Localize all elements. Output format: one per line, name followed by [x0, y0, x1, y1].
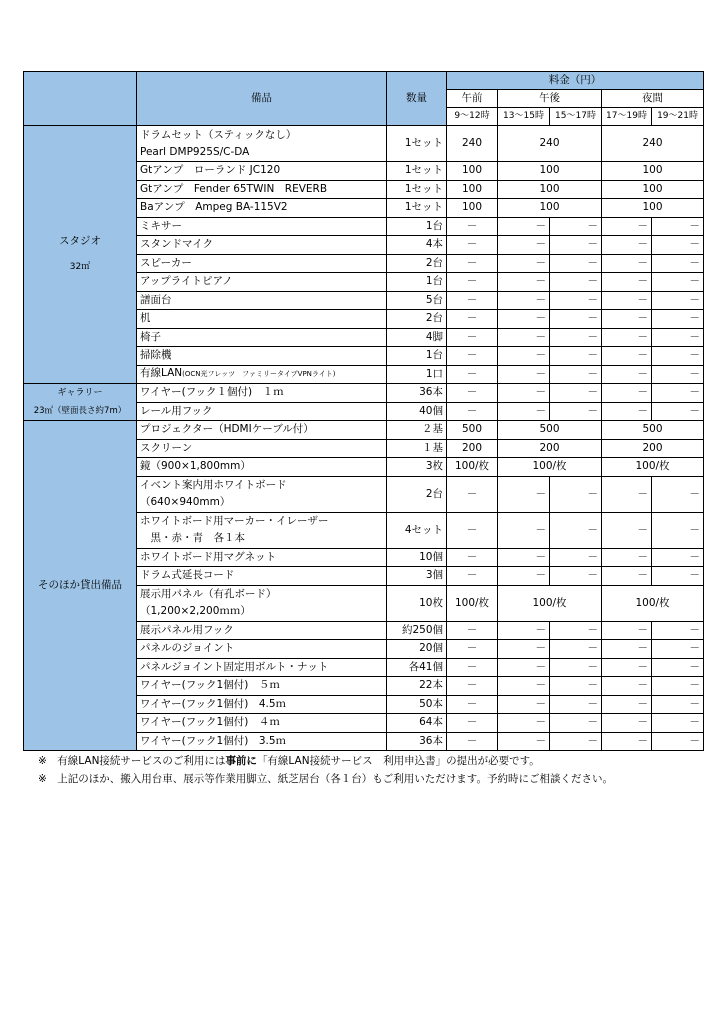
- header-fee: 料金（円）: [447, 72, 704, 90]
- item-name-text: Gtアンプ Fender 65TWIN REVERB: [140, 182, 328, 195]
- note-other-items: ※ 上記のほか、搬入用台車、展示等作業用脚立、紙芝居台（各１台）もご利用いただけます。予約時にご相談ください。: [38, 773, 613, 785]
- fee-morning-dash: －: [447, 384, 498, 403]
- fee-night-2-dash: －: [652, 273, 704, 292]
- item-quantity: 10枚: [387, 585, 447, 621]
- item-name: [137, 328, 387, 347]
- fee-night-2-dash: －: [652, 621, 704, 640]
- fee-morning: 100: [447, 180, 498, 199]
- item-name-text: ミキサー: [140, 219, 182, 232]
- fee-morning-dash: －: [447, 402, 498, 421]
- item-name: [137, 512, 387, 548]
- fee-afternoon: 100: [498, 180, 602, 199]
- item-quantity: 3枚: [387, 458, 447, 477]
- note-lan-bold: 事前に: [225, 755, 257, 767]
- fee-afternoon-1-dash: －: [498, 328, 550, 347]
- table-header: [24, 72, 704, 126]
- fee-afternoon-2-dash: －: [550, 640, 602, 659]
- fee-afternoon-2-dash: －: [550, 347, 602, 366]
- fee-afternoon-1-dash: －: [498, 347, 550, 366]
- fee-morning-dash: －: [447, 476, 498, 512]
- item-quantity: 各41個: [387, 658, 447, 677]
- item-name: [137, 162, 387, 181]
- item-name-text: 椅子: [140, 330, 161, 343]
- fee-morning-dash: －: [447, 254, 498, 273]
- item-quantity: 1台: [387, 217, 447, 236]
- fee-afternoon-2-dash: －: [550, 310, 602, 329]
- fee-night-2-dash: －: [652, 310, 704, 329]
- fee-night-1-dash: －: [602, 658, 652, 677]
- fee-afternoon-2-dash: －: [550, 254, 602, 273]
- item-quantity: 1セット: [387, 126, 447, 162]
- table-body: [24, 126, 704, 751]
- item-name: [137, 254, 387, 273]
- item-name-line-1: ホワイトボード用マーカー・イレーザー: [140, 515, 329, 527]
- fee-afternoon: 100/枚: [498, 585, 602, 621]
- header-item: 備品: [137, 72, 387, 126]
- fee-night-2-dash: －: [652, 291, 704, 310]
- fee-night-2-dash: －: [652, 695, 704, 714]
- fee-night-1-dash: －: [602, 310, 652, 329]
- fee-night-1-dash: －: [602, 365, 652, 384]
- fee-afternoon: 200: [498, 439, 602, 458]
- fee-afternoon-2-dash: －: [550, 273, 602, 292]
- fee-night-2-dash: －: [652, 732, 704, 751]
- fee-night-2-dash: －: [652, 402, 704, 421]
- fee-night-2-dash: －: [652, 677, 704, 696]
- item-name-text: 有線LAN: [140, 367, 183, 380]
- fee-night: 100/枚: [602, 585, 704, 621]
- category-gallery-area: 23㎡（壁面長さ約7m）: [33, 406, 127, 416]
- fee-morning-dash: －: [447, 310, 498, 329]
- item-quantity: 1台: [387, 273, 447, 292]
- category-spacer: [27, 248, 133, 261]
- header-time-4: 17～19時: [602, 108, 652, 126]
- fee-afternoon-1-dash: －: [498, 621, 550, 640]
- fee-afternoon-2-dash: －: [550, 567, 602, 586]
- fee-morning-dash: －: [447, 347, 498, 366]
- header-night: 夜間: [602, 90, 704, 108]
- item-name-text: Baアンプ Ampeg BA-115V2: [140, 201, 288, 214]
- fee-morning-dash: －: [447, 273, 498, 292]
- category-other: そのほか貸出備品: [24, 421, 137, 751]
- fee-night: 500: [602, 421, 704, 440]
- fee-night-1-dash: －: [602, 291, 652, 310]
- fee-night: 100: [602, 180, 704, 199]
- fee-night-1-dash: －: [602, 236, 652, 255]
- fee-night-1-dash: －: [602, 402, 652, 421]
- fee-afternoon: 100: [498, 199, 602, 218]
- item-name-text: アップライトピアノ: [140, 275, 233, 288]
- fee-night-2-dash: －: [652, 217, 704, 236]
- fee-afternoon: 100: [498, 162, 602, 181]
- item-name: [137, 273, 387, 292]
- header-category-cell: [24, 72, 137, 126]
- item-name: [137, 548, 387, 567]
- item-name-text: 掃除機: [140, 349, 172, 362]
- item-quantity: 5台: [387, 291, 447, 310]
- fee-night-1-dash: －: [602, 328, 652, 347]
- fee-afternoon-2-dash: －: [550, 384, 602, 403]
- fee-night-2-dash: －: [652, 658, 704, 677]
- item-quantity: 1セット: [387, 162, 447, 181]
- fee-afternoon: 240: [498, 126, 602, 162]
- item-name: [137, 421, 387, 440]
- item-name: [137, 732, 387, 751]
- fee-night-2-dash: －: [652, 254, 704, 273]
- fee-afternoon-1-dash: －: [498, 548, 550, 567]
- fee-afternoon-1-dash: －: [498, 476, 550, 512]
- fee-afternoon-1-dash: －: [498, 512, 550, 548]
- item-name-text: レール用フック: [140, 404, 213, 417]
- item-name: [137, 439, 387, 458]
- item-quantity: 1口: [387, 365, 447, 384]
- category-gallery-label: ギャラリー: [57, 388, 103, 398]
- fee-night-1-dash: －: [602, 273, 652, 292]
- notes: [38, 752, 718, 788]
- item-name: [137, 199, 387, 218]
- fee-afternoon-2-dash: －: [550, 328, 602, 347]
- fee-afternoon-2-dash: －: [550, 476, 602, 512]
- fee-afternoon-1-dash: －: [498, 677, 550, 696]
- fee-night-2-dash: －: [652, 548, 704, 567]
- item-name: [137, 291, 387, 310]
- item-name: [137, 217, 387, 236]
- fee-afternoon-2-dash: －: [550, 365, 602, 384]
- item-quantity: １基: [387, 439, 447, 458]
- fee-morning: 200: [447, 439, 498, 458]
- item-name-text: ホワイトボード用マグネット: [140, 550, 277, 563]
- item-name: [137, 621, 387, 640]
- fee-afternoon-2-dash: －: [550, 217, 602, 236]
- fee-afternoon-1-dash: －: [498, 695, 550, 714]
- fee-night-1-dash: －: [602, 732, 652, 751]
- fee-night-1-dash: －: [602, 567, 652, 586]
- fee-afternoon: 500: [498, 421, 602, 440]
- fee-morning-dash: －: [447, 236, 498, 255]
- fee-afternoon-1-dash: －: [498, 365, 550, 384]
- item-quantity: 約250個: [387, 621, 447, 640]
- item-name-line-1: イベント案内用ホワイトボード: [140, 479, 287, 491]
- item-name: [137, 236, 387, 255]
- item-quantity: 1セット: [387, 180, 447, 199]
- fee-afternoon-1-dash: －: [498, 384, 550, 403]
- fee-night-2-dash: －: [652, 347, 704, 366]
- fee-morning-dash: －: [447, 548, 498, 567]
- fee-morning-dash: －: [447, 677, 498, 696]
- item-name-text: ワイヤー(フック１個付) １ｍ: [140, 386, 284, 399]
- fee-afternoon: 100/枚: [498, 458, 602, 477]
- fee-afternoon-2-dash: －: [550, 677, 602, 696]
- item-quantity: 36本: [387, 384, 447, 403]
- item-name: [137, 714, 387, 733]
- fee-night-1-dash: －: [602, 476, 652, 512]
- note-lan-text-2: 「有線LAN接続サービス 利用申込書」の提出が必要です。: [256, 755, 540, 767]
- fee-afternoon-2-dash: －: [550, 695, 602, 714]
- item-quantity: 64本: [387, 714, 447, 733]
- fee-morning-dash: －: [447, 365, 498, 384]
- fee-night-2-dash: －: [652, 236, 704, 255]
- fee-morning-dash: －: [447, 512, 498, 548]
- item-name-text: スタンドマイク: [140, 238, 214, 251]
- fee-night: 100: [602, 199, 704, 218]
- item-quantity: 4本: [387, 236, 447, 255]
- fee-afternoon-2-dash: －: [550, 732, 602, 751]
- item-name-text: プロジェクター（HDMIケーブル付）: [140, 423, 314, 436]
- fee-night-1-dash: －: [602, 384, 652, 403]
- fee-afternoon-1-dash: －: [498, 402, 550, 421]
- fee-night-1-dash: －: [602, 714, 652, 733]
- item-quantity: 4脚: [387, 328, 447, 347]
- fee-afternoon-2-dash: －: [550, 714, 602, 733]
- fee-afternoon-2-dash: －: [550, 512, 602, 548]
- item-name: [137, 677, 387, 696]
- fee-morning-dash: －: [447, 714, 498, 733]
- fee-afternoon-1-dash: －: [498, 236, 550, 255]
- item-quantity: 36本: [387, 732, 447, 751]
- item-name: [137, 126, 387, 162]
- fee-night-1-dash: －: [602, 254, 652, 273]
- item-name-line-2: （1,200×2,200ｍｍ）: [140, 605, 251, 617]
- fee-night-2-dash: －: [652, 512, 704, 548]
- item-name-text: ワイヤー(フック1個付) ５ｍ: [140, 679, 280, 692]
- fee-morning-dash: －: [447, 732, 498, 751]
- fee-afternoon-1-dash: －: [498, 732, 550, 751]
- item-name-line-1: 展示用パネル（有孔ボード）: [140, 588, 277, 600]
- item-name-text: 机: [140, 312, 151, 325]
- fee-morning: 240: [447, 126, 498, 162]
- item-name-text: ワイヤー(フック1個付) 4.5ｍ: [140, 697, 287, 710]
- item-name: [137, 567, 387, 586]
- item-quantity: 10個: [387, 548, 447, 567]
- item-name: [137, 402, 387, 421]
- category-studio-area: 32㎡: [69, 262, 91, 272]
- category-studio-label: スタジオ: [59, 235, 101, 247]
- fee-morning: 100/枚: [447, 585, 498, 621]
- fee-morning-dash: －: [447, 217, 498, 236]
- item-name: [137, 695, 387, 714]
- item-name-text: スピーカー: [140, 256, 192, 269]
- table-row: [24, 421, 704, 440]
- header-time-5: 19～21時: [652, 108, 704, 126]
- item-quantity: 40個: [387, 402, 447, 421]
- item-name-line-2: （640×940mm）: [140, 496, 231, 508]
- item-name-text: パネルのジョイント: [140, 642, 235, 655]
- fee-night-2-dash: －: [652, 567, 704, 586]
- item-quantity: 3個: [387, 567, 447, 586]
- fee-afternoon-1-dash: －: [498, 658, 550, 677]
- fee-night-1-dash: －: [602, 640, 652, 659]
- header-morning: 午前: [447, 90, 498, 108]
- fee-afternoon-1-dash: －: [498, 310, 550, 329]
- fee-afternoon-1-dash: －: [498, 567, 550, 586]
- fee-night: 200: [602, 439, 704, 458]
- item-name-text: 鏡（900×1,800mm）: [140, 460, 251, 473]
- item-name-line-2: Pearl DMP925S/C-DA: [140, 145, 250, 158]
- fee-afternoon-2-dash: －: [550, 402, 602, 421]
- fee-afternoon-1-dash: －: [498, 640, 550, 659]
- item-name-text: ドラム式延長コード: [140, 569, 235, 582]
- fee-night-2-dash: －: [652, 714, 704, 733]
- item-quantity: 2台: [387, 310, 447, 329]
- item-name: [137, 585, 387, 621]
- note-lan-text: ※ 有線LAN接続サービスのご利用には: [38, 755, 226, 767]
- note-lan: [38, 752, 718, 770]
- fee-night-2-dash: －: [652, 640, 704, 659]
- item-quantity: 2台: [387, 476, 447, 512]
- fee-afternoon-2-dash: －: [550, 658, 602, 677]
- fee-morning: 100: [447, 162, 498, 181]
- table-row: [24, 384, 704, 403]
- equipment-rental-table: [23, 71, 704, 751]
- item-name: [137, 458, 387, 477]
- item-name-text: Gtアンプ ローランド JC120: [140, 164, 281, 177]
- item-quantity: 50本: [387, 695, 447, 714]
- fee-afternoon-1-dash: －: [498, 217, 550, 236]
- item-name: [137, 658, 387, 677]
- header-time-3: 15～17時: [550, 108, 602, 126]
- fee-afternoon-1-dash: －: [498, 714, 550, 733]
- fee-night: 100/枚: [602, 458, 704, 477]
- fee-night-1-dash: －: [602, 217, 652, 236]
- item-name: [137, 384, 387, 403]
- fee-morning-dash: －: [447, 328, 498, 347]
- item-name: [137, 310, 387, 329]
- fee-afternoon-1-dash: －: [498, 291, 550, 310]
- item-name-text: ワイヤー(フック1個付) 3.5ｍ: [140, 734, 287, 747]
- fee-afternoon-2-dash: －: [550, 621, 602, 640]
- fee-night: 240: [602, 126, 704, 162]
- item-name: [137, 180, 387, 199]
- fee-morning-dash: －: [447, 291, 498, 310]
- fee-night-2-dash: －: [652, 476, 704, 512]
- item-name-text: ワイヤー(フック1個付) ４ｍ: [140, 716, 280, 729]
- fee-morning-dash: －: [447, 621, 498, 640]
- item-name: [137, 365, 387, 384]
- item-quantity: ２基: [387, 421, 447, 440]
- item-name-line-1: ドラムセット（スティックなし）: [140, 128, 297, 141]
- item-name-text: 譜面台: [140, 293, 172, 306]
- fee-morning: 100: [447, 199, 498, 218]
- fee-night-1-dash: －: [602, 677, 652, 696]
- fee-night-1-dash: －: [602, 548, 652, 567]
- fee-night-1-dash: －: [602, 347, 652, 366]
- item-quantity: 22本: [387, 677, 447, 696]
- item-quantity: 4セット: [387, 512, 447, 548]
- fee-night-1-dash: －: [602, 621, 652, 640]
- item-name: [137, 640, 387, 659]
- header-quantity: 数量: [387, 72, 447, 126]
- category-studio: [24, 126, 137, 384]
- item-name-text: 展示パネル用フック: [140, 623, 234, 636]
- fee-morning: 100/枚: [447, 458, 498, 477]
- item-quantity: 1セット: [387, 199, 447, 218]
- item-name: [137, 347, 387, 366]
- fee-morning-dash: －: [447, 695, 498, 714]
- fee-morning: 500: [447, 421, 498, 440]
- item-quantity: 2台: [387, 254, 447, 273]
- fee-afternoon-2-dash: －: [550, 236, 602, 255]
- fee-afternoon-1-dash: －: [498, 273, 550, 292]
- header-afternoon: 午後: [498, 90, 602, 108]
- item-name-text: スクリーン: [140, 441, 193, 454]
- item-name-line-2: 黒・赤・青 各１本: [140, 532, 245, 544]
- header-time-2: 13～15時: [498, 108, 550, 126]
- fee-afternoon-1-dash: －: [498, 254, 550, 273]
- item-quantity: 20個: [387, 640, 447, 659]
- header-time-1: 9～12時: [447, 108, 498, 126]
- category-gallery: [24, 384, 137, 421]
- item-quantity: 1台: [387, 347, 447, 366]
- fee-night-1-dash: －: [602, 512, 652, 548]
- fee-night-2-dash: －: [652, 328, 704, 347]
- fee-night-2-dash: －: [652, 365, 704, 384]
- item-name: [137, 476, 387, 512]
- fee-night: 100: [602, 162, 704, 181]
- fee-afternoon-2-dash: －: [550, 291, 602, 310]
- table-row: [24, 126, 704, 162]
- fee-night-1-dash: －: [602, 695, 652, 714]
- fee-night-2-dash: －: [652, 384, 704, 403]
- fee-afternoon-2-dash: －: [550, 548, 602, 567]
- item-name-note: (OCN光フレッツ ファミリータイプVPNライト): [182, 370, 336, 379]
- fee-morning-dash: －: [447, 658, 498, 677]
- fee-morning-dash: －: [447, 567, 498, 586]
- item-name-text: パネルジョイント固定用ボルト・ナット: [140, 660, 329, 673]
- fee-morning-dash: －: [447, 640, 498, 659]
